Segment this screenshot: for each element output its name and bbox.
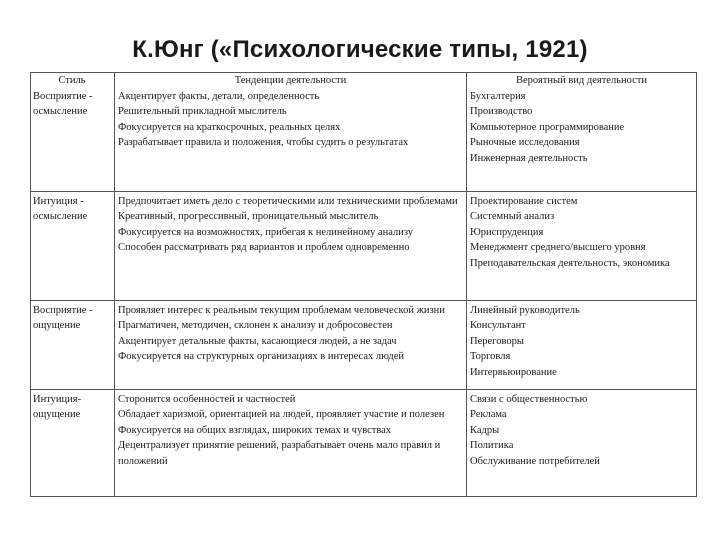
tendency-item: Разрабатывает правила и положения, чтобы судить о результатах (118, 137, 409, 148)
tendency-item: Способен рассматривать ряд вариантов и проблем одновременно (118, 242, 410, 253)
activity-item: Консультант (470, 320, 526, 331)
tendency-item: Фокусируется на возможностях, прибегая к нелинейному анализу (118, 226, 414, 238)
activities-cell (467, 389, 697, 496)
tendency-item: Фокусируется на структурных организациях в интересах людей (118, 351, 405, 362)
activity-item: Обслуживание потребителей (470, 455, 600, 467)
style-label: Восприятие - осмысление (33, 90, 93, 117)
tendency-item: Фокусируется на краткосрочных, реальных целях (118, 121, 341, 133)
activities-cell (467, 89, 697, 192)
activity-item: Интервьюирование (470, 366, 557, 378)
tendencies-cell (115, 300, 467, 389)
tendency-item: Креативный, прогрессивный, проницательный мыслитель (118, 211, 379, 222)
activity-item: Реклама (470, 409, 507, 420)
style-label: Интуиция - осмысление (33, 195, 88, 222)
activity-item: Производство (470, 106, 533, 117)
tendency-item: Предпочитает иметь дело с теоретическими или техническими проблемами (118, 195, 458, 207)
tendency-item: Акцентирует детальные факты, касающиеся людей, а не задач (118, 335, 397, 347)
table-row (31, 191, 697, 300)
tendency-item: Решительный прикладной мыслитель (118, 106, 287, 117)
table-row (31, 389, 697, 496)
tendency-item: Проявляет интерес к реальным текущим проблемам человеческой жизни (118, 304, 445, 316)
tendency-item: Обладает харизмой, ориентацией на людей, проявляет участие и полезен (118, 409, 445, 420)
jung-types-table (30, 72, 697, 497)
activity-item: Преподавательская деятельность, экономика (470, 257, 670, 269)
table-row (31, 300, 697, 389)
style-label: Интуиция- ощущение (33, 393, 82, 420)
tendencies-cell (115, 191, 467, 300)
tendency-item: Прагматичен, методичен, склонен к анализу и добросовестен (118, 320, 393, 331)
header-style: Стиль (31, 73, 115, 89)
activity-item: Системный анализ (470, 211, 555, 222)
activity-item: Проектирование систем (470, 195, 578, 207)
activity-item: Линейный руководитель (470, 304, 580, 316)
tendency-item: Децентрализует принятие решений, разрабатывает очень мало правил и положений (118, 440, 441, 467)
activity-item: Инженерная деятельность (470, 152, 588, 164)
header-tendencies: Тенденции деятельности (115, 73, 467, 89)
style-cell (31, 191, 115, 300)
activity-item: Политика (470, 440, 514, 451)
page-title: К.Юнг («Психологические типы, 1921) (132, 36, 588, 63)
tendency-item: Сторонится особенностей и частностей (118, 393, 296, 405)
header-activities: Вероятный вид деятельности (467, 73, 697, 89)
activity-item: Юриспруденция (470, 226, 544, 238)
style-cell (31, 89, 115, 192)
style-label: Восприятие - ощущение (33, 304, 93, 331)
activities-cell (467, 191, 697, 300)
tendencies-cell (115, 389, 467, 496)
table-header-row (31, 73, 697, 89)
table-row (31, 89, 697, 192)
style-cell (31, 300, 115, 389)
style-cell (31, 389, 115, 496)
tendency-item: Акцентирует факты, детали, определенность (118, 90, 320, 102)
tendency-item: Фокусируется на общих взглядах, широких темах и чувствах (118, 424, 392, 436)
activity-item: Кадры (470, 424, 500, 436)
activity-item: Связи с общественностью (470, 393, 588, 405)
activity-item: Торговля (470, 351, 511, 362)
activity-item: Компьютерное программирование (470, 121, 625, 133)
activity-item: Переговоры (470, 335, 524, 347)
activity-item: Рыночные исследования (470, 137, 580, 148)
activity-item: Менеджмент среднего/высшего уровня (470, 242, 646, 253)
tendencies-cell (115, 89, 467, 192)
activities-cell (467, 300, 697, 389)
activity-item: Бухгалтерия (470, 90, 526, 102)
